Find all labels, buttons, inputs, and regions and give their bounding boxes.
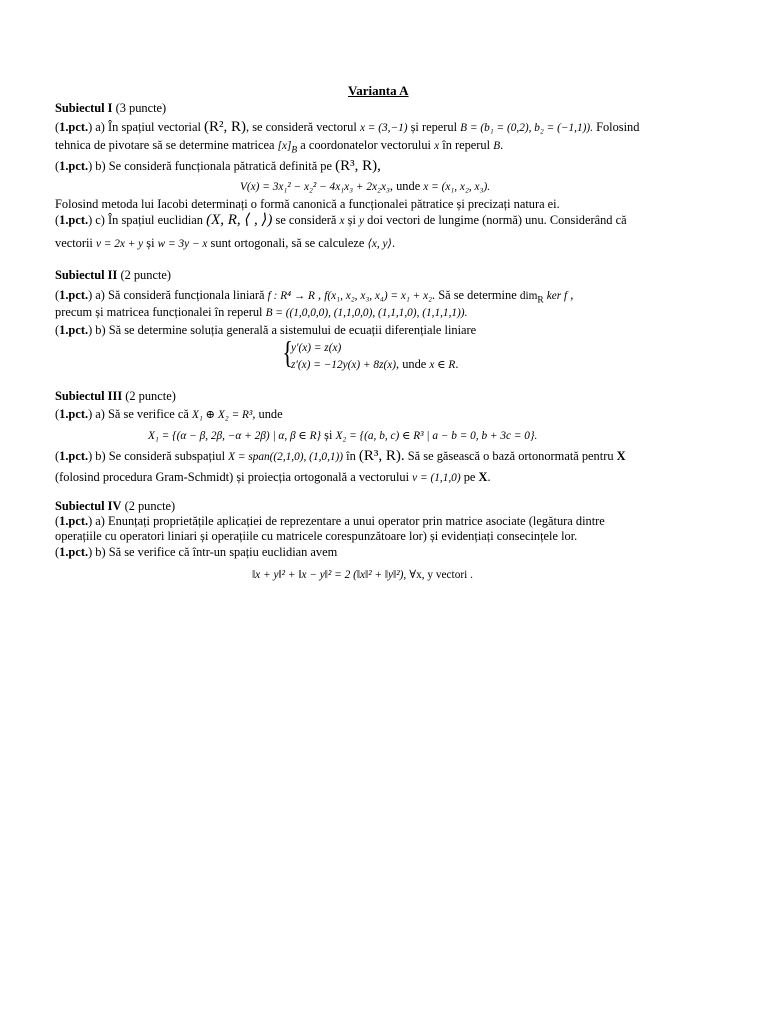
coord-matrix: $[x]_B$ [277, 140, 298, 156]
quadratic-form-formula: V(x) = 3x₁² − x₂² − 4x₁x₃ + 2x₂x₃, unde x = (x₁, x₂, x₃). [240, 179, 491, 193]
subject-1-c-line-1: (1.pct.) c) În spațiul euclidian (X, R, ⟨ , ⟩) se consideră x și y doi vectori de lungime (normă) unu. Considerând că [55, 212, 627, 228]
subject-1-b-line-1: (1.pct.) b) Se consideră funcționala pătratică definită pe (R³, R), [55, 158, 381, 174]
basis-b: B = (b₁ = (0,2), b₂ = (−1,1)). [460, 122, 593, 134]
vector-space: (R², R) [204, 119, 247, 135]
subspaces-definition: X₁ = {(α − β, 2β, −α + 2β) | α, β ∈ R} și X₂ = {(a, b, c) ∈ R³ | a − b = 0, b + 3c = 0}. [148, 428, 538, 442]
subject-3-a-line-1: (1.pct.) a) Să se verifice că X₁ ⊕ X₂ = R³, unde [55, 407, 283, 421]
subject-1-heading: Subiectul I (3 puncte) [55, 101, 167, 115]
system-equation-1: y′(x) = z(x) [291, 342, 342, 354]
subject-1-a-line-2: tehnica de pivotare să se determine matricea $[x]_B$ a coordonatelor vectorului x în reperul B. [55, 138, 504, 156]
subject-2-a-line-2: precum și matricea funcționalei în reperul B = ((1,0,0,0), (1,1,0,0), (1,1,1,0), (1,1,1,1)). [55, 305, 468, 319]
subject-4-a-line-1: (1.pct.) a) Enunțați proprietățile aplicației de reprezentare a unui operator prin matrice asociate (legătura dintre [55, 514, 605, 528]
subject-4-a-line-2: operațiile cu operatori liniari și operațiile cu matricele corespunzătoare lor) și evidențiați consecințele lor. [55, 529, 578, 543]
subject-2-b-line-1: (1.pct.) b) Să se determine soluția generală a sistemului de ecuații diferențiale liniare [55, 323, 477, 337]
subject-3-heading: Subiectul III (2 puncte) [55, 389, 176, 403]
parallelogram-identity: ‖x + y‖² + ‖x − y‖² = 2 (‖x‖² + ‖y‖²), ∀x, y vectori . [252, 569, 473, 581]
linear-map: f : R⁴ → R [267, 290, 315, 302]
system-brace: { [282, 334, 294, 370]
subject-1-a-line-1: (1.pct.) a) În spațiul vectorial (R², R), se consideră vectorul x = (3,−1) și reperul B = (b₁ = (0,2), b₂ = (−1,1)). Folosind [55, 119, 640, 135]
subject-3-b-line-1: (1.pct.) b) Se consideră subspațiul X = span((2,1,0), (1,0,1)) în (R³, R). Să se găsească o bază ortonormată pentru X [55, 448, 626, 464]
points-label: 1.pct. [59, 120, 89, 134]
subject-4-b-line-1: (1.pct.) b) Să se verifice că într-un spațiu euclidian avem [55, 545, 338, 559]
page-title: Varianta A [348, 83, 409, 98]
subject-1-c-line-2: vectorii v = 2x + y și w = 3y − x sunt ortogonali, să se calculeze ⟨x, y⟩. [55, 236, 396, 250]
subject-3-b-line-2: (folosind procedura Gram-Schmidt) și proiecția ortogonală a vectorului v = (1,1,0) pe X. [55, 470, 491, 484]
subject-2-a-line-1: (1.pct.) a) Să consideră funcționala liniară f : R⁴ → R , f(x₁, x₂, x₃, x₄) = x₁ + x₂. Să se determine dim$_R$ ker f , [55, 288, 574, 306]
system-equation-2: z′(x) = −12y(x) + 8z(x), unde x ∈ R. [291, 357, 459, 371]
quadratic-space: (R³, R), [335, 158, 381, 174]
vector-x: x = (3,−1) [359, 122, 408, 134]
subject-2-heading: Subiectul II (2 puncte) [55, 268, 172, 282]
euclidean-space: (X, R, ⟨ , ⟩) [206, 212, 273, 228]
subject-1-b-line-3: Folosind metoda lui Iacobi determinați o formă canonică a funcționalei pătratice și precizați natura ei. [55, 197, 560, 211]
subject-4-heading: Subiectul IV (2 puncte) [55, 499, 176, 513]
